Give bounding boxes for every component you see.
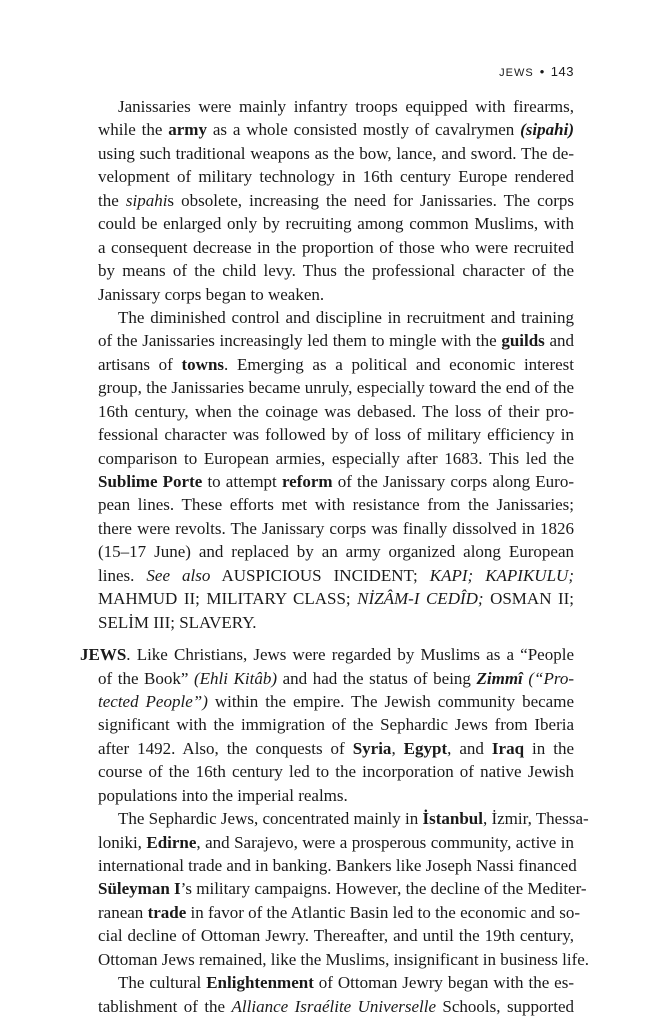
text-line bbox=[98, 854, 577, 877]
text-run: Ottoman Jews remained, like the Muslims, insignificant in business life. bbox=[98, 949, 590, 969]
text-run: , bbox=[391, 738, 404, 758]
text-run: of the Janissary corps along Euro- bbox=[332, 472, 574, 491]
paragraph bbox=[98, 306, 574, 634]
italic-term: NİZÂM-I CEDÎD; bbox=[357, 589, 484, 609]
text-line bbox=[98, 118, 574, 141]
text-run: (15–17 June) and replaced by an army organized along European bbox=[98, 542, 574, 562]
text-run: artisans of bbox=[98, 354, 182, 374]
text-line bbox=[98, 587, 574, 610]
text-line bbox=[98, 807, 589, 830]
bold-term: Sublime Porte bbox=[98, 472, 203, 491]
text-run: as a whole consisted mostly of cavalrymen bbox=[206, 120, 521, 140]
text-run: to attempt bbox=[202, 472, 282, 491]
text-line bbox=[98, 306, 574, 329]
text-run: AUSPICIOUS INCIDENT; bbox=[210, 565, 430, 585]
text-run: 16th century, when the coinage was debased. The loss of their pro- bbox=[98, 401, 574, 421]
bold-term: Enlightenment bbox=[206, 973, 314, 993]
text-run: of Ottoman Jewry began with the es- bbox=[313, 973, 574, 993]
text-run: The cultural bbox=[118, 973, 207, 993]
bold-term bbox=[520, 120, 574, 139]
text-line bbox=[98, 831, 574, 854]
text-run: cial decline of Ottoman Jewry. Thereafter, and until the 19th century, bbox=[98, 926, 574, 946]
text-line bbox=[98, 165, 574, 188]
text-run: using such traditional weapons as the bow, lance, and sword. The de- bbox=[98, 143, 574, 163]
text-run: the bbox=[98, 190, 126, 210]
text-line bbox=[98, 447, 574, 470]
text-line bbox=[98, 517, 574, 540]
text-run: after 1492. Also, the conquests of bbox=[98, 738, 353, 758]
text-line bbox=[98, 690, 574, 713]
paragraph bbox=[98, 807, 590, 971]
bold-term: Iraq bbox=[491, 738, 525, 758]
text-line bbox=[98, 948, 590, 971]
bold-term: Syria bbox=[352, 738, 392, 758]
text-run: group, the Janissaries became unruly, especially toward the end of the bbox=[98, 378, 574, 398]
entry-spacer bbox=[98, 634, 574, 643]
text-line bbox=[98, 924, 574, 947]
text-line bbox=[98, 737, 574, 760]
text-line bbox=[98, 95, 574, 118]
text-run: ’s military campaigns. However, the decline of the Mediter- bbox=[180, 879, 587, 899]
text-run: . Like Christians, Jews were regarded by Muslims as a “People bbox=[126, 645, 574, 665]
bold-term: İstanbul bbox=[422, 809, 483, 829]
text-line bbox=[98, 901, 581, 924]
text-run: . Emerging as a political and economic interest bbox=[224, 354, 574, 374]
bold-term: towns bbox=[181, 354, 225, 374]
paragraph bbox=[98, 95, 574, 306]
text-line bbox=[98, 212, 574, 235]
text-run: (sipahi) bbox=[520, 120, 574, 140]
text-run: within the empire. The Jewish community became bbox=[207, 691, 574, 711]
bold-term: JEWS bbox=[80, 645, 127, 665]
text-line bbox=[98, 470, 574, 493]
entry-paragraph bbox=[80, 634, 574, 807]
text-run: international trade and in banking. Bankers like Joseph Nassi financed bbox=[98, 856, 577, 875]
text-run: by means of the child levy. Thus the professional character of the bbox=[98, 261, 574, 281]
text-run: Zimmî bbox=[476, 668, 523, 688]
text-run: , İzmir, Thessa- bbox=[482, 809, 589, 829]
text-run: populations into the imperial realms. bbox=[98, 785, 348, 805]
text-run: significant with the immigration of the Sephardic Jews from Iberia bbox=[98, 715, 574, 735]
text-line bbox=[98, 667, 574, 690]
text-line bbox=[98, 611, 574, 634]
text-run: , and Sarajevo, were a prosperous community, active in bbox=[196, 832, 574, 852]
italic-term: See also bbox=[146, 565, 211, 585]
text-line bbox=[98, 259, 574, 282]
bold-term: reform bbox=[281, 472, 333, 491]
text-line bbox=[80, 643, 574, 666]
text-run: pean lines. These efforts met with resistance from the Janissaries; bbox=[98, 495, 574, 515]
text-run: and bbox=[544, 331, 574, 351]
text-line bbox=[98, 877, 587, 900]
text-run: in the bbox=[524, 738, 574, 758]
text-run: while the bbox=[98, 120, 169, 140]
bold-term: trade bbox=[147, 902, 187, 922]
text-line bbox=[98, 760, 574, 783]
text-line bbox=[98, 189, 574, 212]
text-run: tablishment of the bbox=[98, 996, 232, 1016]
text-run: The diminished control and discipline in recruitment and training bbox=[118, 307, 574, 327]
text-run: lines. bbox=[98, 565, 147, 585]
text-line bbox=[98, 353, 574, 376]
text-run: fessional character was followed by of loss of military efficiency in bbox=[98, 425, 574, 445]
text-line bbox=[98, 971, 574, 994]
text-run: and had the status of being bbox=[277, 668, 477, 688]
text-line bbox=[98, 493, 574, 516]
italic-term: (“Pro- bbox=[522, 668, 574, 688]
text-run: Schools, supported bbox=[436, 996, 574, 1016]
text-run: velopment of military technology in 16th century Europe rendered bbox=[98, 167, 574, 187]
text-run: of the Book” bbox=[98, 668, 195, 688]
text-line bbox=[98, 236, 574, 259]
text-run: loniki, bbox=[98, 832, 147, 852]
italic-term: Alliance Israélite Universelle bbox=[231, 996, 437, 1016]
running-head-title: JEWS bbox=[499, 67, 534, 79]
text-run: Janissary corps began to weaken. bbox=[98, 284, 325, 304]
text-line bbox=[98, 784, 574, 807]
text-run: course of the 16th century led to the incorporation of native Jewish bbox=[98, 762, 574, 782]
text-run: could be enlarged only by recruiting among common Muslims, with bbox=[98, 214, 574, 234]
text-run: ranean bbox=[98, 902, 148, 922]
text-line bbox=[98, 376, 574, 399]
bold-term: Edirne bbox=[146, 832, 197, 852]
text-run: SELİM III; SLAVERY. bbox=[98, 612, 257, 632]
bold-term: army bbox=[168, 120, 207, 140]
text-run: of the Janissaries increasingly led them to mingle with the bbox=[98, 331, 502, 351]
italic-term: sipahi bbox=[125, 190, 168, 210]
bold-term: guilds bbox=[501, 331, 545, 351]
text-line bbox=[98, 564, 574, 587]
text-line bbox=[98, 540, 574, 563]
bold-term bbox=[477, 669, 523, 688]
text-run: OSMAN II; bbox=[483, 589, 575, 609]
text-run: there were revolts. The Janissary corps was finally dissolved in 1826 bbox=[98, 518, 574, 538]
bold-term: Süleyman I bbox=[98, 879, 181, 899]
text-run: a consequent decrease in the proportion of those who were recruited bbox=[98, 237, 574, 257]
italic-term: KAPI; KAPIKULU; bbox=[429, 565, 574, 585]
text-line bbox=[98, 283, 574, 306]
body-text bbox=[80, 95, 590, 1018]
text-run: comparison to European armies, especially after 1683. This led the bbox=[98, 448, 574, 468]
paragraph bbox=[98, 971, 574, 1018]
text-run: MAHMUD II; MILITARY CLASS; bbox=[98, 589, 358, 609]
text-line bbox=[98, 995, 574, 1018]
text-line bbox=[98, 329, 574, 352]
text-run: s obsolete, increasing the need for Janissaries. The corps bbox=[167, 190, 574, 210]
running-header bbox=[499, 64, 574, 79]
header-separator: • bbox=[539, 64, 545, 79]
text-run: in favor of the Atlantic Basin led to the economic and so- bbox=[186, 902, 581, 922]
text-run: Janissaries were mainly infantry troops equipped with firearms, bbox=[118, 97, 574, 116]
italic-term: (Ehli Kitâb) bbox=[194, 668, 278, 688]
text-line bbox=[98, 423, 574, 446]
text-line bbox=[98, 142, 574, 165]
page-number: 143 bbox=[550, 64, 574, 79]
text-run: The Sephardic Jews, concentrated mainly in bbox=[118, 809, 423, 829]
bold-term: Egypt bbox=[403, 738, 448, 758]
text-line bbox=[98, 713, 574, 736]
italic-term: tected People”) bbox=[98, 691, 208, 711]
text-run: , and bbox=[447, 738, 492, 758]
text-line bbox=[98, 400, 574, 423]
